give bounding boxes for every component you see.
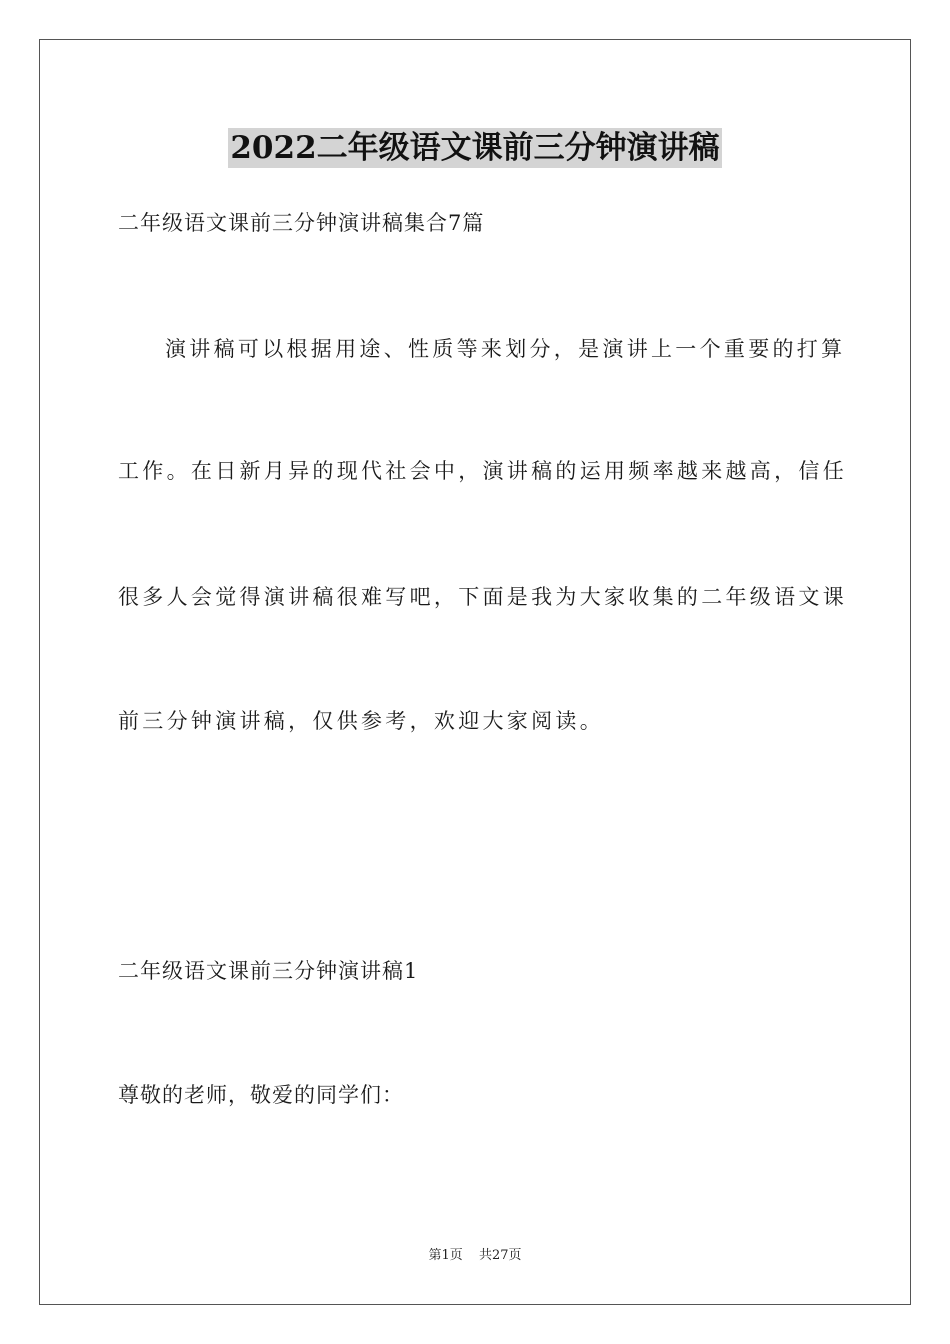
page-current: 第1页 (428, 1248, 463, 1263)
intro-line-4: 前三分钟演讲稿，仅供参考，欢迎大家阅读。 (118, 709, 604, 733)
salutation: 尊敬的老师，敬爱的同学们： (118, 1083, 404, 1107)
document-subtitle: 二年级语文课前三分钟演讲稿集合7篇 (118, 211, 485, 235)
section-heading: 二年级语文课前三分钟演讲稿1 (118, 959, 419, 983)
intro-line-1: 演讲稿可以根据用途、性质等来划分，是演讲上一个重要的打算 (165, 337, 846, 361)
title-container (0, 128, 950, 168)
page-footer (0, 1247, 950, 1265)
intro-line-2: 工作。在日新月异的现代社会中，演讲稿的运用频率越来越高，信任 (118, 459, 847, 483)
document-title: 2022二年级语文课前三分钟演讲稿 (230, 130, 720, 166)
intro-line-3: 很多人会觉得演讲稿很难写吧，下面是我为大家收集的二年级语文课 (118, 585, 847, 609)
page-total: 共27页 (478, 1248, 522, 1263)
